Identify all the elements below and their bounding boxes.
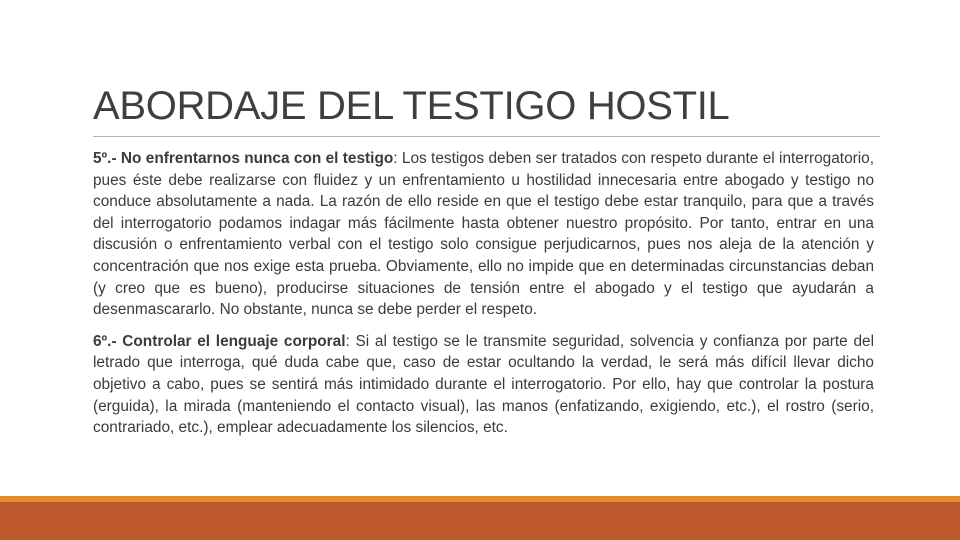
paragraph-5-text: : Los testigos deben ser tratados con respeto durante el interrogatorio, pues éste debe realizarse con fluidez y un enfrentamiento u hostilidad innecesaria entre abogado y testigo no conduce absolutamente a nada. La razón de ello reside en que el testigo debe estar tranquilo, para que a través del interrogatorio podamos indagar más fácilmente hasta obtener nuestro propósito. Por tanto, entrar en una discusión o enfrentamiento verbal con el testigo solo consigue perjudicarnos, pues nos aleja de la atención y concentración que nos exige esta prueba. Obviamente, ello no impide que en determinadas circunstancias deban (y creo que es bueno), producirse situaciones de tensión entre el abogado y el testigo que ayudarán a desenmascararlo. No obstante, nunca se debe perder el respeto. bbox=[93, 150, 875, 319]
paragraph-5 bbox=[93, 148, 874, 321]
paragraph-6-lead: 6º.- Controlar el lenguaje corporal bbox=[93, 332, 346, 350]
paragraph-5-lead: 5º.- No enfrentarnos nunca con el testigo bbox=[93, 150, 394, 167]
title-divider bbox=[93, 136, 880, 137]
paragraph-6-text: : Si al testigo se le transmite seguridad, solvencia y confianza por parte del letrado que interroga, qué duda cabe que, caso de estar ocultando la verdad, le será más difícil llevar dicho objetivo a cabo, pues se sentirá más intimidado durante el interrogatorio. Por ello, hay que controlar la postura (erguida), la mirada (manteniendo el contacto visual), las manos (enfatizando, exigiendo, etc.), el rostro (serio, contrariado, etc.), emplear adecuadamente los silencios, etc. bbox=[93, 332, 874, 437]
slide-title: ABORDAJE DEL TESTIGO HOSTIL bbox=[93, 84, 730, 128]
slide-body bbox=[93, 148, 874, 439]
bottom-band-accent bbox=[0, 496, 960, 502]
bottom-band bbox=[0, 498, 960, 540]
paragraph-6 bbox=[93, 331, 874, 439]
